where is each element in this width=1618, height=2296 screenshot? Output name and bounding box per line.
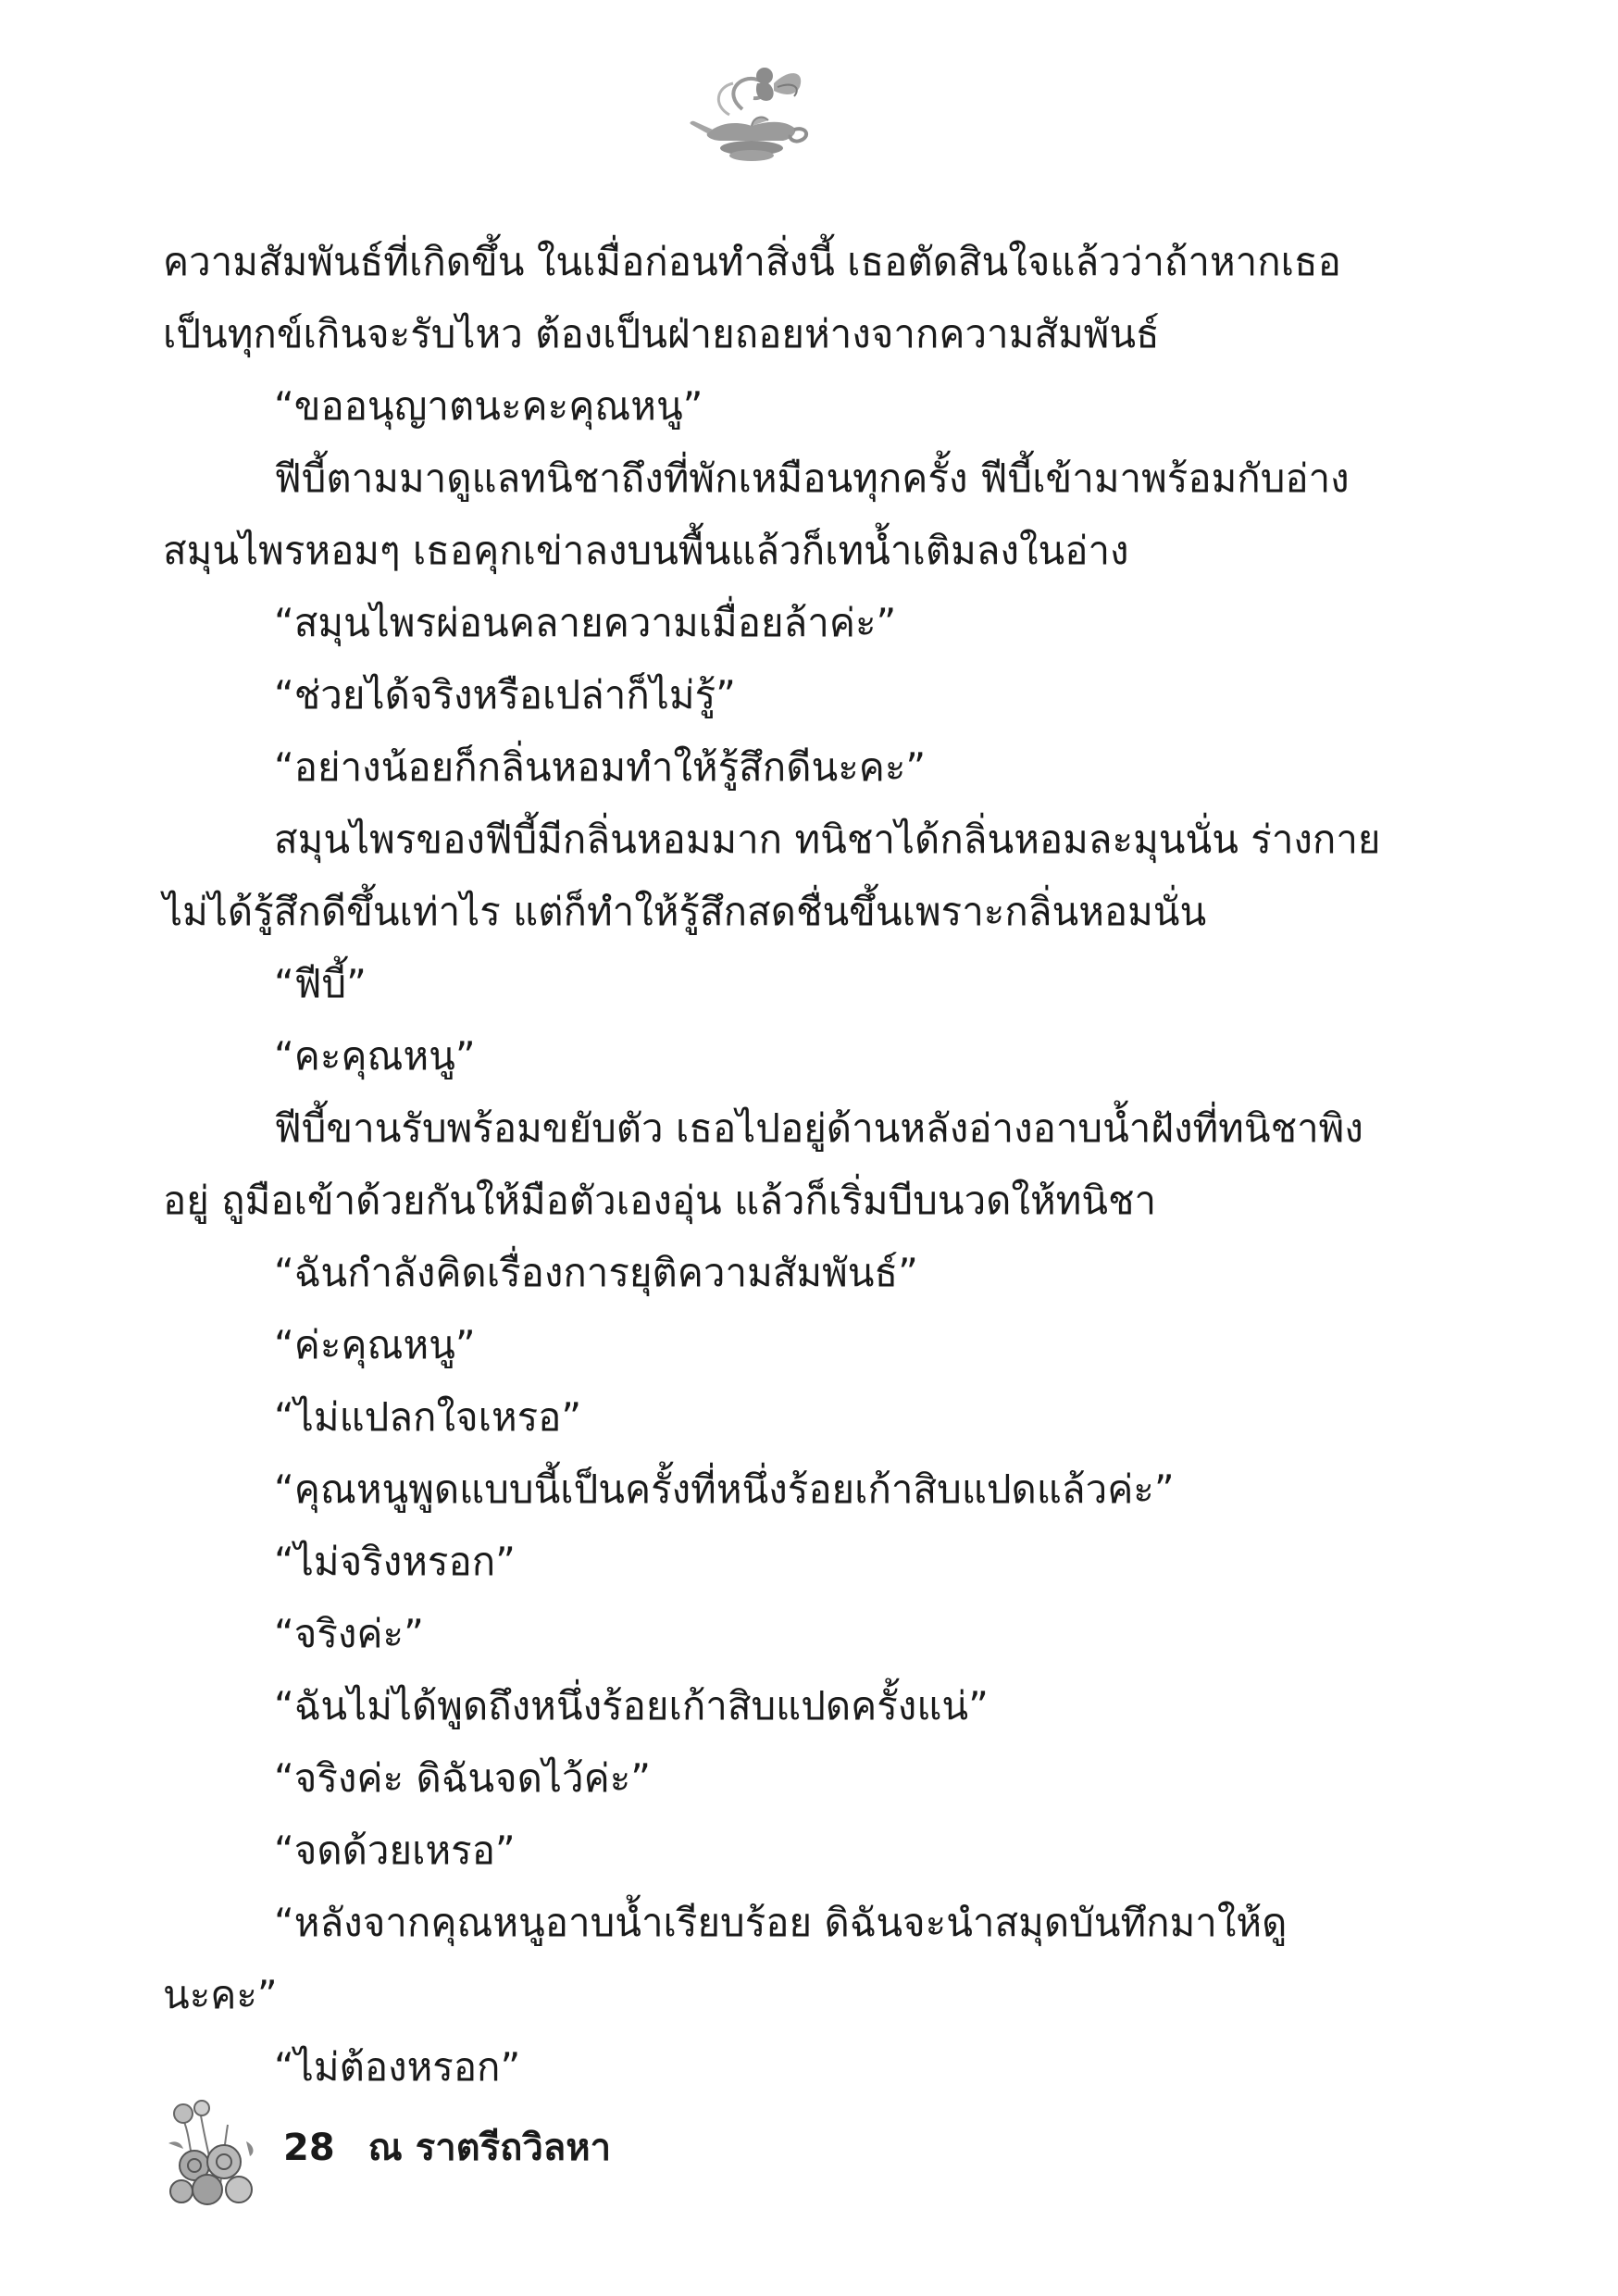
text-line: ฟีบี้ตามมาดูแลทนิชาถึงที่พักเหมือนทุกครั้ง ฟีบี้เข้ามาพร้อมกับอ่าง <box>274 455 1350 501</box>
text-line: “ฉันกำลังคิดเรื่องการยุติความสัมพันธ์” <box>274 1250 918 1295</box>
page-footer <box>283 2120 611 2176</box>
text-line: ฟีบี้ขานรับพร้อมขยับตัว เธอไปอยู่ด้านหลังอ่างอาบน้ำฝังที่ทนิชาพิง <box>274 1105 1363 1151</box>
text-line: “ไม่ต้องหรอก” <box>274 2044 521 2090</box>
text-line: “ไม่จริงหรอก” <box>274 1539 516 1584</box>
text-line: อยู่ ถูมือเข้าด้วยกันให้มือตัวเองอุ่น แล้วก็เริ่มบีบนวดให้ทนิชา <box>163 1178 1157 1223</box>
text-line: สมุนไพรหอมๆ เธอคุกเข่าลงบนพื้นแล้วก็เทน้ำเติมลงในอ่าง <box>163 528 1129 573</box>
text-line: “จดด้วยเหรอ” <box>274 1828 516 1873</box>
genie-lamp-with-cupid-icon <box>685 56 815 167</box>
text-line: ความสัมพันธ์ที่เกิดขึ้น ในเมื่อก่อนทำสิ่งนี้ เธอตัดสินใจแล้วว่าถ้าหากเธอ <box>163 239 1341 284</box>
text-line: สมุนไพรของฟีบี้มีกลิ่นหอมมาก ทนิชาได้กลิ่นหอมละมุนนั่น ร่างกาย <box>274 817 1381 862</box>
text-line: “จริงค่ะ” <box>274 1611 424 1656</box>
text-line: “อย่างน้อยก็กลิ่นหอมทำให้รู้สึกดีนะคะ” <box>274 744 927 790</box>
text-line: “สมุนไพรผ่อนคลายความเมื่อยล้าค่ะ” <box>274 600 897 645</box>
text-line: “จริงค่ะ ดิฉันจดไว้ค่ะ” <box>274 1755 652 1801</box>
text-line: “ฉันไม่ได้พูดถึงหนึ่งร้อยเก้าสิบแปดครั้งแน่” <box>274 1683 989 1728</box>
text-line: “ไม่แปลกใจเหรอ” <box>274 1394 582 1440</box>
text-line: “ช่วยได้จริงหรือเปล่าก็ไม่รู้” <box>274 672 736 718</box>
text-line: “ฟีบี้” <box>274 961 367 1006</box>
text-line: “ขออนุญาตนะคะคุณหนู” <box>274 383 703 429</box>
text-line: “ค่ะคุณหนู” <box>274 1322 476 1367</box>
text-line: “หลังจากคุณหนูอาบน้ำเรียบร้อย ดิฉันจะนำสมุดบันทึกมาให้ดู <box>274 1900 1288 1945</box>
page-number: 28 <box>283 2127 335 2169</box>
rose-bouquet-icon <box>163 2097 265 2208</box>
text-line: “คุณหนูพูดแบบนี้เป็นครั้งที่หนึ่งร้อยเก้าสิบแปดแล้วค่ะ” <box>274 1466 1175 1512</box>
body-text <box>163 226 1381 2103</box>
book-title: ณ ราตรีถวิลหา <box>367 2127 612 2169</box>
text-line: นะคะ” <box>163 1972 278 2017</box>
text-line: ไม่ได้รู้สึกดีขึ้นเท่าไร แต่ก็ทำให้รู้สึกสดชื่นขึ้นเพราะกลิ่นหอมนั่น <box>163 889 1207 934</box>
text-line: เป็นทุกข์เกินจะรับไหว ต้องเป็นฝ่ายถอยห่างจากความสัมพันธ์ <box>163 311 1160 356</box>
text-line: “คะคุณหนู” <box>274 1033 476 1079</box>
